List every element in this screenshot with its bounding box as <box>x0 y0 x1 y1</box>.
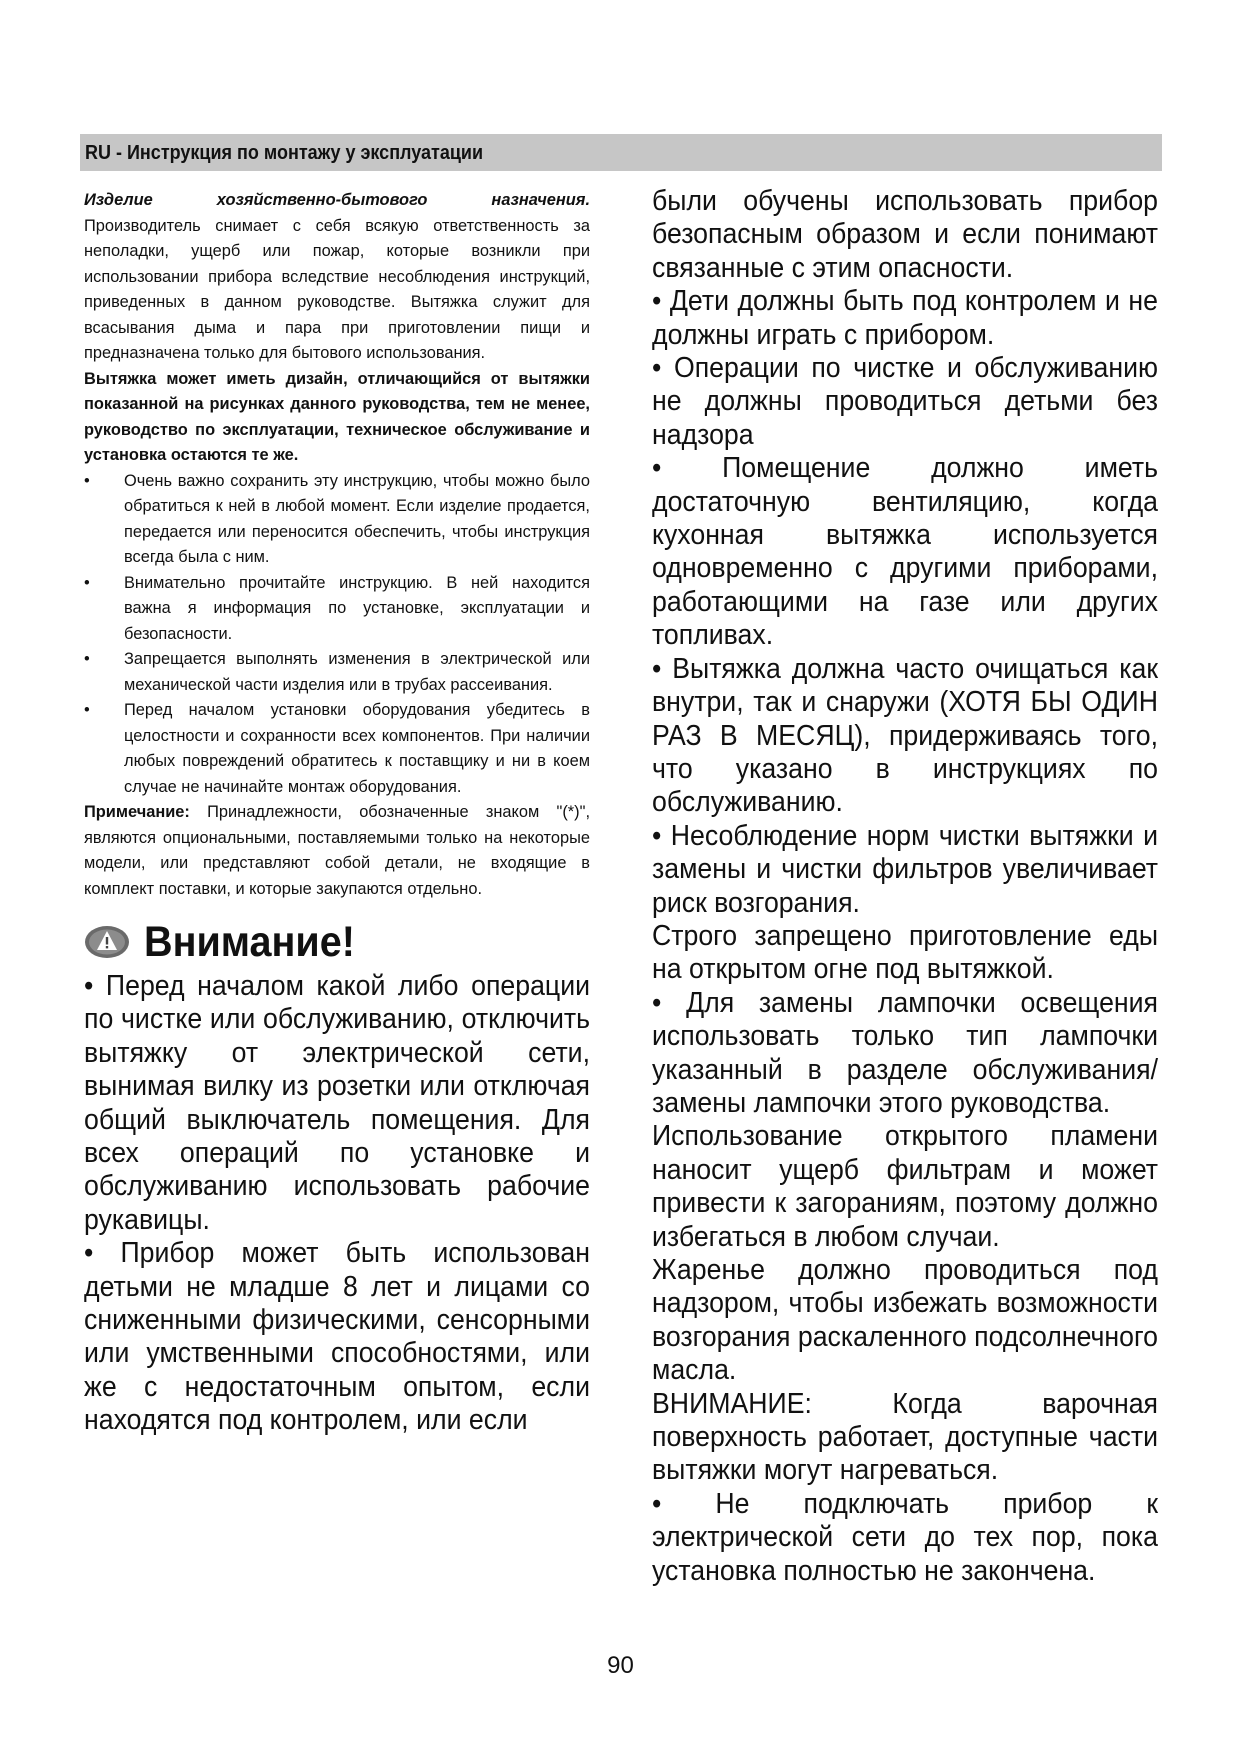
paragraph: • Дети должны быть под контролем и не должны играть с прибором. <box>652 285 1158 351</box>
bullet-symbol: • <box>84 471 90 490</box>
important-notes-list <box>84 469 590 801</box>
section-title: RU - Инструкция по монтажу у эксплуатации <box>85 142 484 164</box>
paragraph: Жаренье должно проводиться под надзором, чтобы избежать возможности возгорания раскаленного подсолнечного масла. <box>652 1254 1158 1387</box>
paragraph: • Не подключать прибор к электрической сети до тех пор, пока установка полностью не закончена. <box>652 1487 1158 1587</box>
section-header-bar <box>80 134 1162 171</box>
paragraph: Использование открытого пламени наносит ущерб фильтрам и может привести к загораниям, поэтому должно избегаться в любом случаи. <box>652 1120 1158 1253</box>
paragraph: ВНИМАНИЕ: Когда варочная поверхность работает, доступные части вытяжки могут нагреваться. <box>652 1387 1158 1487</box>
note-text: Принадлежности, обозначенные знаком "(*)", являются опциональными, поставляемыми только на некоторые модели, или представляют собой детали, не входящие в комплект поставки, и которые закупаются отдельно. <box>84 803 590 898</box>
note-label: Примечание: <box>84 803 190 821</box>
warning-paragraph: • Прибор может быть использован детьми не младше 8 лет и лицами со сниженными физическими, сенсорными или умственными способностями, или же с недостаточным опытом, если находятся под контролем, или если <box>84 1237 590 1437</box>
paragraph: были обучены использовать прибор безопасным образом и если понимают связанные с этим опасности. <box>652 185 1158 284</box>
warning-heading <box>84 914 590 970</box>
bullet-symbol: • <box>84 650 90 668</box>
intro-text: Производитель снимает с себя всякую ответственность за неполадки, ущерб или пожар, которые возникли при использовании прибора вследствие несоблюдения инструкций, приведенных в данном руководстве. Вытяжка служит для всасывания дыма и пара при приготовлении пищи и предназначена только для бытового использования. <box>84 216 590 362</box>
intro-heading: Изделие хозяйственно-бытового назначения. <box>84 191 590 209</box>
paragraph: • Несоблюдение норм чистки вытяжки и замены и чистки фильтров увеличивает риск возгорания. <box>652 819 1158 919</box>
paragraph: • Помещение должно иметь достаточную вентиляцию, когда кухонная вытяжка используется одновременно с другими приборами, работающими на газе или других топливах. <box>652 452 1158 652</box>
design-note: Вытяжка может иметь дизайн, отличающийся от вытяжки показанной на рисунках данного руководства, тем не менее, руководство по эксплуатации, техническое обслуживание и установка остаются те же. <box>84 369 590 464</box>
page-number: 90 <box>607 1652 634 1679</box>
list-item <box>84 469 590 571</box>
warning-title: Внимание! <box>144 917 355 966</box>
list-item <box>84 647 590 698</box>
intro-paragraph <box>84 188 590 367</box>
list-item-text: Внимательно прочитайте инструкцию. В ней находится важна я информация по установке, эксплуатации и безопасности. <box>124 573 590 643</box>
list-item <box>84 571 590 648</box>
paragraph: • Для замены лампочки освещения использовать только тип лампочки указанный в разделе обслуживания/замены лампочки этого руководства. <box>652 986 1158 1119</box>
accessories-note <box>84 800 590 902</box>
warning-paragraph: • Перед началом какой либо операции по чистке или обслуживанию, отключить вытяжку от электрической сети, вынимая вилку из розетки или отключая общий выключатель помещения. Для всех операций по установке и обслуживанию использовать рабочие рукавицы. <box>84 970 590 1236</box>
list-item-text: Запрещается выполнять изменения в электрической или механической части изделия или в трубах рассеивания. <box>124 650 590 694</box>
paragraph: • Вытяжка должна часто очищаться как внутри, так и снаружи (ХОТЯ БЫ ОДИН РАЗ В МЕСЯЦ), придерживаясь того, что указано в инструкциях по обслуживанию. <box>652 652 1158 819</box>
paragraph: Строго запрещено приготовление еды на открытом огне под вытяжкой. <box>652 919 1158 986</box>
warning-icon <box>84 925 130 959</box>
right-column <box>652 185 1158 1588</box>
bullet-symbol: • <box>84 701 90 719</box>
list-item <box>84 698 590 800</box>
left-column <box>84 188 590 1438</box>
bullet-symbol: • <box>84 573 90 592</box>
paragraph: • Операции по чистке и обслуживанию не должны проводиться детьми без надзора <box>652 352 1158 451</box>
list-item-text: Перед началом установки оборудования убедитесь в целостности и сохранности всех компонентов. При наличии любых повреждений обратитесь к поставщику и ни в коем случае не начинайте монтаж оборудования. <box>124 701 590 796</box>
list-item-text: Очень важно сохранить эту инструкцию, чтобы можно было обратиться к ней в любой момент. Если изделие продается, передается или переносится обеспечить, чтобы инструкция всегда была с ним. <box>124 471 590 566</box>
